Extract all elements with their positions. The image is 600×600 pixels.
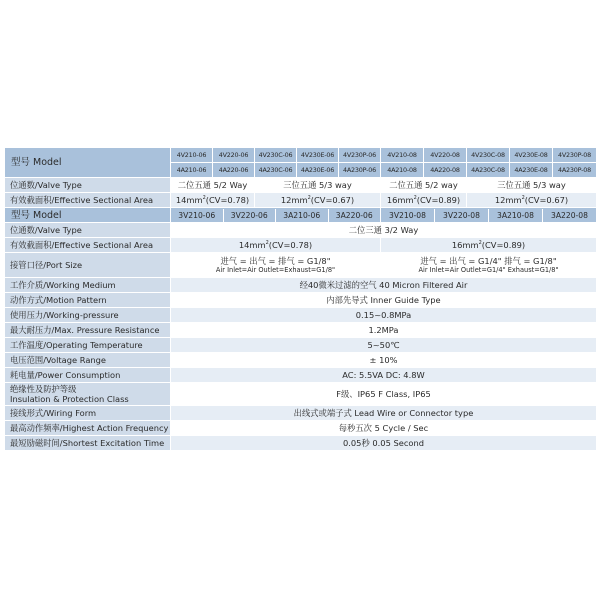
spec-row	[5, 368, 597, 383]
spec-label: 电压范围/Voltage Range	[5, 353, 171, 368]
model-cell: 4A230E-08	[510, 163, 553, 178]
valve-type-value: 三位五通 5/3 way	[467, 178, 597, 193]
model-cell: 4A230E-06	[297, 163, 339, 178]
model-label: 型号 Model	[5, 148, 171, 178]
effective-area2-label: 有效截面积/Effective Sectional Area	[5, 238, 171, 253]
spec-row	[5, 338, 597, 353]
port-size-value	[381, 253, 597, 278]
model-cell: 4V210-08	[381, 148, 424, 163]
port-size-main: 进气 = 出气 = 排气 = G1/8"	[220, 256, 331, 266]
model-cell: 3V210-08	[381, 209, 435, 222]
port-size-value	[171, 253, 381, 278]
model-cell: 3A210-06	[276, 209, 329, 222]
model-cell: 3A220-06	[335, 210, 373, 220]
model-cell: 4A210-08	[381, 163, 424, 178]
spec-value: 每秒五次 5 Cycle / Sec	[171, 421, 597, 436]
model-cell: 4A230P-06	[339, 163, 381, 178]
model-row-1	[5, 148, 597, 163]
model-cell: 3V220-06	[224, 209, 277, 222]
model-cell: 4V230P-06	[339, 148, 381, 163]
spec-row	[5, 308, 597, 323]
spec-row	[5, 406, 597, 421]
spec-label: 工作温度/Operating Temperature	[5, 338, 171, 353]
spec-row	[5, 293, 597, 308]
spec-value: 出线式或端子式 Lead Wire or Connector type	[171, 406, 597, 421]
port-size-row	[5, 253, 597, 278]
model-cell: 3V220-08	[435, 209, 489, 222]
effective-area-label: 有效截面积/Effective Sectional Area	[5, 193, 171, 208]
spec-row	[5, 353, 597, 368]
valve-type-value: 三位五通 5/3 way	[255, 178, 381, 193]
insulation-row	[5, 383, 597, 406]
model-cell: 4V230E-08	[510, 148, 553, 163]
model2-label: 型号 Model	[5, 208, 171, 223]
model-cell: 4A210-06	[171, 163, 213, 178]
port-size-main: 进气 = 出气 = G1/4" 排气 = G1/8"	[420, 256, 557, 266]
valve-type-row	[5, 178, 597, 193]
model-cell: 3A220-08	[551, 210, 588, 220]
spec-value: 0.15~0.8MPa	[171, 308, 597, 323]
port-size-sub: Air Inlet=Air Outlet=Exhaust=G1/8"	[215, 266, 336, 274]
insulation-value: F级、IP65 F Class, IP65	[171, 383, 597, 406]
model-cell: 3V210-06	[171, 209, 224, 222]
spec-value: AC: 5.5VA DC: 4.8W	[171, 368, 597, 383]
valve-type2-label: 位通数/Valve Type	[5, 223, 171, 238]
effective-area2-value: $14mm^2(CV=0.78)$	[171, 238, 381, 253]
spec-label: 最大耐压力/Max. Pressure Resistance	[5, 323, 171, 338]
effective-area-value: $16mm^2(CV=0.89)$	[381, 193, 467, 208]
model2-row	[5, 208, 597, 223]
spec-value: 内部先导式 Inner Guide Type	[171, 293, 597, 308]
model-cell: 4A230P-08	[553, 163, 597, 178]
valve-type2-value: 二位三通 3/2 Way	[171, 223, 597, 238]
insulation-label	[5, 383, 171, 406]
spec-row	[5, 436, 597, 451]
spec-value: 0.05秒 0.05 Second	[171, 436, 597, 451]
model-cell: 4V230C-08	[467, 148, 510, 163]
spec-value: ± 10%	[171, 353, 597, 368]
spec-label: 耗电量/Power Consumption	[5, 368, 171, 383]
spec-label: 最高动作频率/Highest Action Frequency	[5, 421, 171, 436]
model-cell: 4A220-06	[213, 163, 255, 178]
effective-area-value: $12mm^2(CV=0.67)$	[255, 193, 381, 208]
spec-row	[5, 323, 597, 338]
model-cell: 4V220-06	[213, 148, 255, 163]
model-cell: 4V230E-06	[297, 148, 339, 163]
effective-area2-row	[5, 238, 597, 253]
spec-table	[4, 147, 597, 451]
spec-label: 动作方式/Motion Pattern	[5, 293, 171, 308]
insulation-label-cn: 绝缘性及防护等级	[10, 384, 77, 394]
spec-label: 最短励磁时间/Shortest Excitation Time	[5, 436, 171, 451]
valve-type-value: 二位五通 5/2 way	[381, 178, 467, 193]
model2-group	[381, 208, 597, 223]
effective-area-value: $14mm^2(CV=0.78)$	[171, 193, 255, 208]
model-cell: 4V230P-08	[553, 148, 597, 163]
model2-group	[171, 208, 381, 223]
spec-value: 1.2MPa	[171, 323, 597, 338]
valve-type-value: 二位五通 5/2 Way	[171, 178, 255, 193]
spec-label: 接线形式/Wiring Form	[5, 406, 171, 421]
effective-area-value: $12mm^2(CV=0.67)$	[467, 193, 597, 208]
model-cell: 3A210-08	[489, 209, 543, 222]
spec-value: 5~50℃	[171, 338, 597, 353]
spec-value: 经40微米过滤的空气 40 Micron Filtered Air	[171, 278, 597, 293]
model-cell: 4A230C-08	[467, 163, 510, 178]
spec-row	[5, 278, 597, 293]
insulation-label-en: Insulation & Protection Class	[10, 394, 129, 404]
valve-type-label: 位通数/Valve Type	[5, 178, 171, 193]
spec-row	[5, 421, 597, 436]
spec-label: 使用压力/Working-pressure	[5, 308, 171, 323]
spec-label: 工作介质/Working Medium	[5, 278, 171, 293]
model-cell: 4V230C-06	[255, 148, 297, 163]
effective-area-row	[5, 193, 597, 208]
valve-type2-row	[5, 223, 597, 238]
port-size-label: 接管口径/Port Size	[5, 253, 171, 278]
model-cell: 4V210-06	[171, 148, 213, 163]
effective-area2-value: $16mm^2(CV=0.89)$	[381, 238, 597, 253]
model-cell: 4A220-08	[424, 163, 467, 178]
model-cell: 4A230C-06	[255, 163, 297, 178]
port-size-sub: Air Inlet=Air Outlet=G1/4" Exhaust=G1/8"	[418, 266, 559, 274]
model-cell: 4V220-08	[424, 148, 467, 163]
